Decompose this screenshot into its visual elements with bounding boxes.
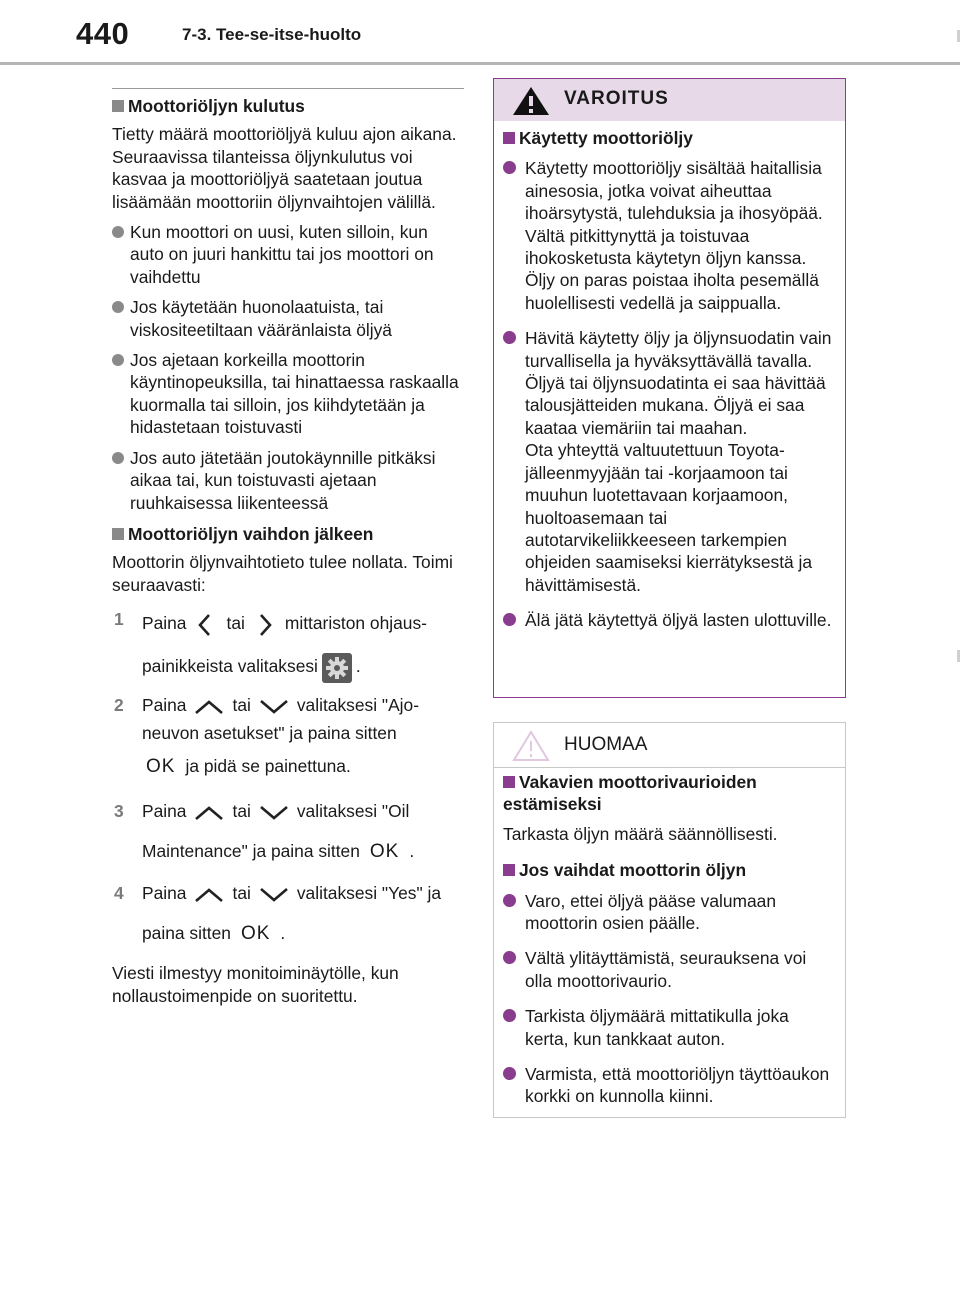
page-number: 440 (76, 16, 130, 51)
list-item: Älä jätä käytettyä öljyä lasten ulottuville. (503, 609, 833, 631)
box-heading: Käytetty moottoriöljy (503, 127, 833, 149)
list-item: Varo, ettei öljyä pääse valumaan moottorin osien päälle. (503, 890, 833, 935)
square-bullet-icon (503, 864, 515, 876)
chevron-up-icon (192, 697, 226, 717)
section-heading: Moottoriöljyn vaihdon jälkeen (112, 523, 464, 545)
list-item: Jos ajetaan korkeilla moottorin käyntinopeuksilla, tai hinattaessa raskaalla kuormalla tai silloin, jos kiihdytetään ja hidastetaan toistuvasti (112, 349, 464, 439)
chevron-down-icon (257, 803, 291, 823)
list-item: Jos auto jätetään joutokäynnille pitkäksi aikaa tai, kun toistuvasti ajetaan ruuhkaisessa liikenteessä (112, 447, 464, 514)
paragraph: Viesti ilmestyy monitoiminäytölle, kun nollaustoimenpide on suoritettu. (112, 963, 399, 1006)
caution-triangle-icon (512, 730, 550, 762)
bullet-icon (503, 1067, 516, 1080)
warning-title: VAROITUS (564, 88, 669, 109)
settings-gear-icon (322, 653, 352, 683)
warning-box (493, 78, 846, 698)
page-header (0, 0, 960, 64)
list-item: Jos käytetään huonolaatuista, tai viskositeetiltaan vääränlaista öljyä (112, 296, 464, 341)
warning-body (503, 127, 833, 632)
bullet-icon (503, 894, 516, 907)
bullet-icon (112, 226, 124, 238)
bullet-icon (503, 613, 516, 626)
step-4: 4 Paina tai valitaksesi "Yes" ja paina sitten OK . (112, 878, 464, 948)
section-title: 7-3. Tee-se-itse-huolto (182, 25, 362, 44)
paragraph: Tarkasta öljyn määrä säännöllisesti. (503, 823, 778, 844)
list-item: Kun moottori on uusi, kuten silloin, kun auto on juuri hankittu tai jos moottori on vaihdettu (112, 221, 464, 288)
square-bullet-icon (503, 132, 515, 144)
list-item: Varmista, että moottoriöljyn täyttöaukon korkki on kunnolla kiinni. (503, 1063, 833, 1108)
bullet-icon (112, 301, 124, 313)
left-column (112, 88, 464, 1007)
warning-header (494, 79, 845, 121)
paragraph: Tietty määrä moottoriöljyä kuluu ajon aikana. Seuraavissa tilanteissa öljynkulutus voi kasvaa ja moottoriöljyä saatetaan joutua lisäämään moottoriin öljynvaihtojen välillä. (112, 124, 457, 212)
chevron-up-icon (192, 803, 226, 823)
bullet-icon (503, 1009, 516, 1022)
square-bullet-icon (503, 776, 515, 788)
chevron-down-icon (257, 697, 291, 717)
ok-button-icon: OK (240, 923, 271, 945)
chevron-up-icon (192, 885, 226, 905)
section-heading: Moottoriöljyn kulutus (112, 95, 464, 117)
list-item: Tarkista öljymäärä mittatikulla joka kerta, kun tankkaat auton. (503, 1005, 833, 1050)
note-body (503, 771, 833, 1108)
bullet-icon (503, 161, 516, 174)
bullet-icon (112, 452, 124, 464)
step-2: 2 Paina tai valitaksesi "Ajo- neuvon asetukset" ja paina sitten OK ja pidä se painettuna. (114, 695, 420, 778)
box-heading: Vakavien moottorivaurioiden estämiseksi (503, 772, 757, 815)
note-header (494, 723, 845, 768)
step-1: 1 Paina tai mittariston ohjaus- painikkeista valitaksesi . (112, 608, 464, 682)
header-divider (0, 62, 960, 65)
ok-button-icon: OK (369, 841, 400, 863)
chevron-right-icon (251, 611, 279, 639)
list-item: Hävitä käytetty öljy ja öljynsuodatin vain turvallisella ja hyväksyttävällä tavalla. Öljyä tai öljynsuodatinta ei saa hävittää talousjätteiden mukana. Öljyä ei saa kaataa viemäriin tai maahan. Ota yhteyttä valtuutettuun Toyota-jälleenmyyjään tai -korjaamoon tai muuhun luotettavaan korjaamoon, huoltoasemaan tai autotarvikeliikkeeseen tarkempien ohjeiden saamiseksi kierrätyksestä ja hävittämisestä. (503, 327, 833, 596)
step-3: 3 Paina tai valitaksesi "Oil Maintenance" ja paina sitten OK . (112, 796, 464, 866)
chevron-left-icon (192, 611, 220, 639)
bullet-icon (503, 951, 516, 964)
list-item: Käytetty moottoriöljy sisältää haitallisia ainesosia, jotka voivat aiheuttaa ihoärsytystä, tulehduksia ja ihosyöpää. Vältä pitkittynyttä ja toistuvaa ihokosketusta käytetyn öljyn kanssa. Öljy on paras poistaa iholta pesemällä huolellisesti vedellä ja saippualla. (503, 157, 833, 314)
warning-triangle-icon (512, 86, 550, 116)
paragraph: Moottorin öljynvaihtotieto tulee nollata. Toimi seuraavasti: (112, 552, 453, 595)
ok-button-icon: OK (146, 756, 176, 778)
bullet-icon (112, 354, 124, 366)
box-heading: Jos vaihdat moottorin öljyn (503, 859, 833, 881)
note-box (493, 722, 846, 1118)
note-title: HUOMAA (564, 734, 648, 755)
bullet-icon (503, 331, 516, 344)
chevron-down-icon (257, 885, 291, 905)
square-bullet-icon (112, 528, 124, 540)
list-item: Vältä ylitäyttämistä, seurauksena voi olla moottorivaurio. (503, 947, 833, 992)
square-bullet-icon (112, 100, 124, 112)
